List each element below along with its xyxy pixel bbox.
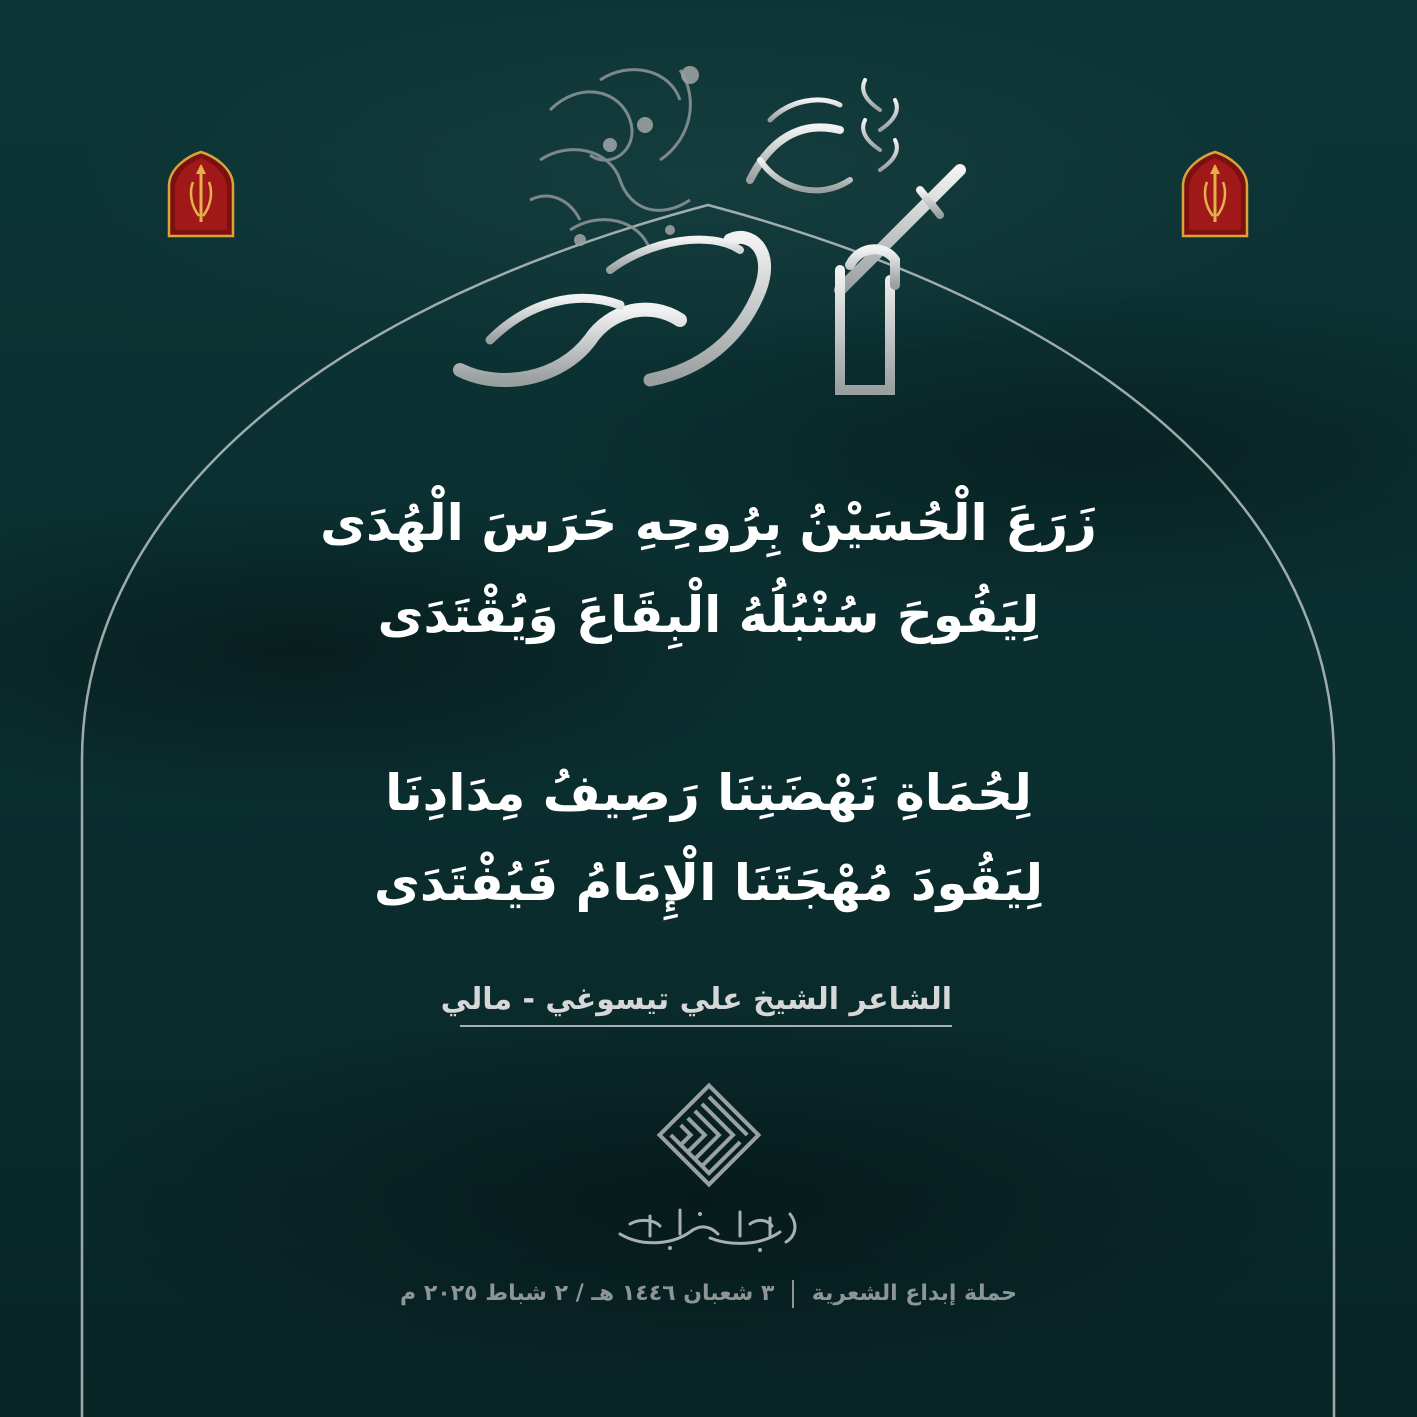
calligraphy-logo: [420, 40, 980, 410]
emblem-shield-icon: [1180, 150, 1250, 238]
emblem-shield-icon: [166, 150, 236, 238]
association-logo: [610, 1196, 806, 1256]
verse-line-4: لِيَقُودَ مُهْجَتَنَا الْإِمَامُ فَيُفْتَدَى: [374, 854, 1043, 912]
footer-date: ٣ شعبان ١٤٤٦ هـ / ٢ شباط ٢٠٢٥ م: [400, 1281, 775, 1306]
footer-campaign: حملة إبداع الشعرية: [811, 1281, 1017, 1306]
verse-line-3: لِحُمَاةِ نَهْضَتِنَا رَصِيفُ مِدَادِنَا: [385, 764, 1032, 822]
footer: [0, 1280, 1417, 1308]
footer-divider: [792, 1280, 794, 1308]
verse-line-2: لِيَفُوحَ سُنْبُلُهُ الْبِقَاعَ وَيُقْتَدَى: [377, 586, 1040, 644]
poet-attribution: الشاعر الشيخ علي تيسوغي - مالي: [460, 982, 952, 1027]
square-kufic-logo: [652, 1078, 766, 1192]
verse-line-1: زَرَعَ الْحُسَيْنُ بِرُوحِهِ حَرَسَ الْهُدَى: [320, 494, 1097, 552]
